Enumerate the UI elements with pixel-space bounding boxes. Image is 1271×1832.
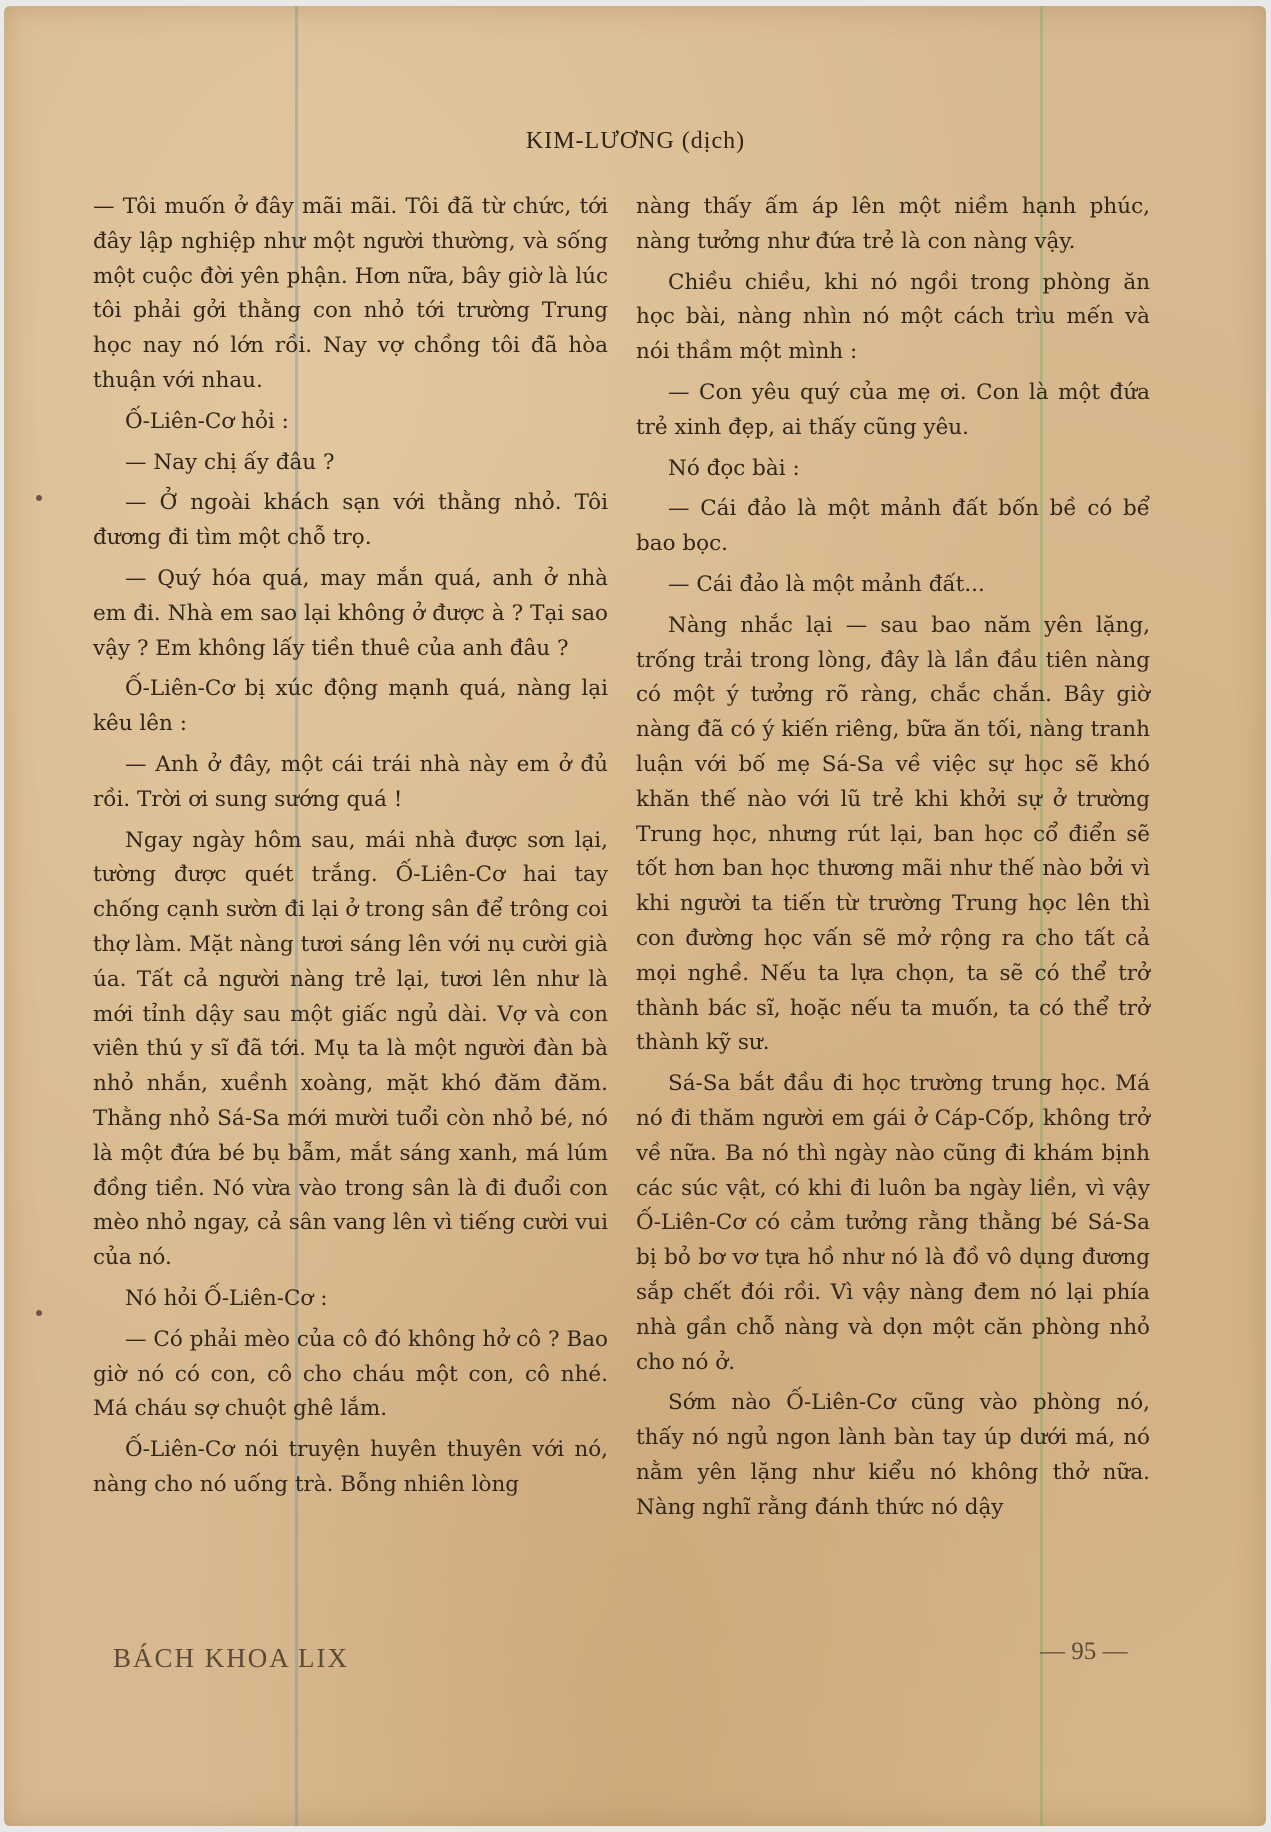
page-header-title: KIM-LƯƠNG (dịch) (525, 128, 746, 154)
paragraph: Nó đọc bài : (668, 455, 800, 481)
paragraph: Ố-Liên-Cơ hỏi : (125, 408, 289, 434)
paragraph: Sá-Sa bắt đầu đi học trường trung học. Má nó đi thăm người em gái ở Cáp-Cốp, không trở về nữa. Ba nó thì ngày nào cũng đi khám bịnh các súc vật, có khi đi luôn ba ngày liền, vì vậy Ố-Liên-Cơ có cảm tưởng rằng thằng bé Sá-Sa bị bỏ bơ vơ tựa hồ như nó là đồ vô dụng đương sắp chết đói rồi. Vì vậy nàng đem nó lại phía nhà gần chỗ nàng và dọn một căn phòng nhỏ cho nó ở. (636, 1071, 1150, 1375)
paragraph: Sớm nào Ố-Liên-Cơ cũng vào phòng nó, thấy nó ngủ ngon lành bàn tay úp dưới má, nó nằm yên lặng như kiểu nó không thở nữa. Nàng nghĩ rằng đánh thức nó dậy (636, 1390, 1150, 1520)
paragraph: Ố-Liên-Cơ bị xúc động mạnh quá, nàng lại kêu lên : (93, 676, 608, 737)
page-speck (36, 495, 42, 501)
right-column (636, 190, 1150, 1531)
paragraph: — Anh ở đây, một cái trái nhà này em ở đủ rồi. Trời ơi sung sướng quá ! (93, 751, 608, 812)
paragraph: — Cái đảo là một mảnh đất... (668, 571, 985, 597)
paragraph: nàng thấy ấm áp lên một niềm hạnh phúc, nàng tưởng như đứa trẻ là con nàng vậy. (636, 194, 1150, 254)
paragraph: — Quý hóa quá, may mắn quá, anh ở nhà em đi. Nhà em sao lại không ở được à ? Tại sao vậy ? Em không lấy tiền thuê của anh đâu ? (93, 565, 608, 661)
paragraph: — Cái đảo là một mảnh đất bốn bề có bể bao bọc. (636, 496, 1150, 557)
paragraph: Ngay ngày hôm sau, mái nhà được sơn lại, tường được quét trắng. Ố-Liên-Cơ hai tay chống cạnh sườn đi lại ở trong sân để trông coi thợ làm. Mặt nàng tươi sáng lên với nụ cười già úa. Tất cả người nàng trẻ lại, tươi lên như là mới tỉnh dậy sau một giấc ngủ dài. Vợ và con viên thú y sĩ đã tới. Mụ ta là một người đàn bà nhỏ nhắn, xuềnh xoàng, mặt khó đăm đăm. Thằng nhỏ Sá-Sa mới mười tuổi còn nhỏ bé, nó là một đứa bé bụ bẫm, mắt sáng xanh, má lúm đồng tiền. Nó vừa vào trong sân là đi đuổi con mèo nhỏ ngay, cả sân vang lên vì tiếng cười vui của nó. (93, 827, 608, 1271)
page-number: — 95 — (1040, 1638, 1128, 1665)
paragraph: — Tôi muốn ở đây mãi mãi. Tôi đã từ chức, tới đây lập nghiệp như một người thường, và sống một cuộc đời yên phận. Hơn nữa, bây giờ là lúc tôi phải gởi thằng con nhỏ tới trường Trung học nay nó lớn rồi. Nay vợ chồng tôi đã hòa thuận với nhau. (93, 194, 608, 393)
paragraph: Nàng nhắc lại — sau bao năm yên lặng, trống trải trong lòng, đây là lần đầu tiên nàng có một ý tưởng rõ ràng, chắc chắn. Bây giờ nàng đã có ý kiến riêng, bữa ăn tối, nàng tranh luận với bố mẹ Sá-Sa về việc sự học sẽ khó khăn thế nào với lũ trẻ khi khởi sự ở trường Trung học, nhưng rút lại, ban học cổ điển sẽ tốt hơn ban học thương mãi như thế nào bởi vì khi người ta tiến từ trường Trung học lên thì con đường học vấn sẽ mở rộng ra cho tất cả mọi nghề. Nếu ta lựa chọn, ta sẽ có thể trở thành bác sĩ, hoặc nếu ta muốn, ta có thể trở thành kỹ sư. (636, 612, 1150, 1056)
left-column (93, 190, 608, 1509)
magazine-footer: BÁCH KHOA LIX (113, 1643, 350, 1673)
page-speck (36, 1310, 42, 1316)
paragraph: — Ở ngoài khách sạn với thằng nhỏ. Tôi đương đi tìm một chỗ trọ. (93, 490, 608, 551)
paragraph: — Có phải mèo của cô đó không hở cô ? Bao giờ nó có con, cô cho cháu một con, cô nhé. Má cháu sợ chuột ghê lắm. (93, 1326, 608, 1422)
paragraph: — Nay chị ấy đâu ? (125, 449, 335, 475)
paragraph: Ố-Liên-Cơ nói truyện huyên thuyên với nó, nàng cho nó uống trà. Bỗng nhiên lòng (93, 1437, 608, 1497)
paragraph: Chiều chiều, khi nó ngồi trong phòng ăn học bài, nàng nhìn nó một cách trìu mến và nói thầm một mình : (636, 269, 1150, 365)
paragraph: — Con yêu quý của mẹ ơi. Con là một đứa trẻ xinh đẹp, ai thấy cũng yêu. (636, 379, 1150, 440)
paragraph: Nó hỏi Ố-Liên-Cơ : (125, 1285, 328, 1311)
